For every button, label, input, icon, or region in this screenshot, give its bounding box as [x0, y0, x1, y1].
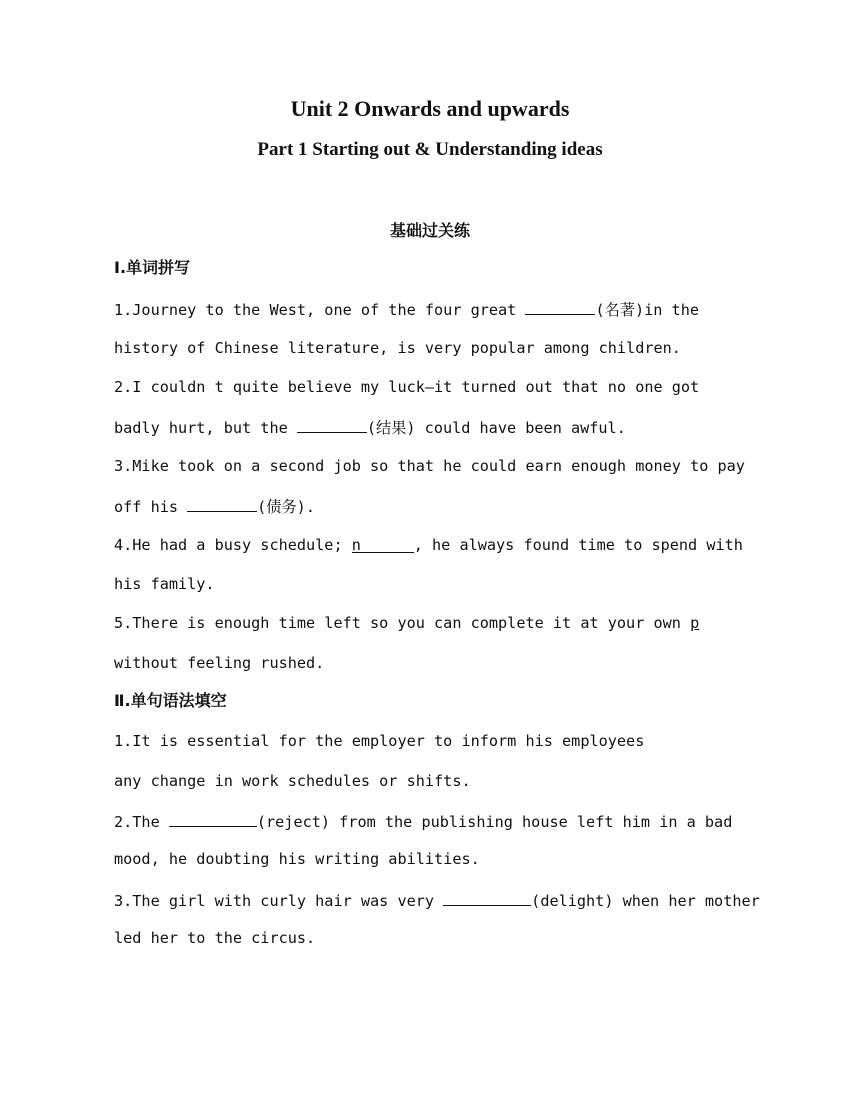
question-line: mood, he doubting his writing abilities. [114, 850, 480, 868]
question-text: off his [114, 498, 188, 516]
question-line: his family. [114, 575, 215, 593]
question-line: 2.I couldn t quite believe my luck—it turned out that no one got [114, 378, 700, 396]
question-hint: (delight) when her mother [531, 892, 760, 910]
question-line: without feeling rushed. [114, 654, 325, 672]
question-hint: (结果) could have been awful. [366, 419, 626, 437]
question-text: 1.Journey to the West, one of the four great [114, 301, 526, 319]
question-text: badly hurt, but the [114, 419, 297, 437]
question-line: led her to the circus. [114, 929, 316, 947]
question-text: 3.The girl with curly hair was very [114, 892, 444, 910]
first-letter-hint[interactable]: p [690, 614, 700, 632]
question-text: 2.The [114, 813, 169, 831]
section-heading-grammar: Ⅱ.单句语法填空 [114, 691, 227, 710]
question-hint: (债务). [257, 498, 315, 516]
question-line [114, 298, 699, 320]
question-hint: (reject) from the publishing house left him in a bad [256, 813, 733, 831]
answer-blank[interactable] [169, 810, 257, 827]
question-line [114, 810, 732, 832]
question-line: history of Chinese literature, is very popular among children. [114, 339, 681, 357]
exercise-subtitle: 基础过关练 [389, 221, 470, 240]
first-letter-hint: n [351, 536, 361, 554]
question-line [114, 889, 760, 911]
question-line: 1.It is essential for the employer to inform his employees [114, 732, 645, 750]
question-line [114, 495, 315, 517]
unit-title: Unit 2 Onwards and upwards [290, 96, 570, 121]
answer-blank[interactable] [297, 416, 367, 433]
answer-blank[interactable] [187, 495, 257, 512]
answer-blank[interactable] [443, 889, 531, 906]
question-text: 4.He had a busy schedule; [114, 536, 352, 554]
answer-blank-with-letter[interactable] [352, 535, 414, 553]
section-heading-spelling: Ⅰ.单词拼写 [114, 258, 191, 277]
question-line: 3.Mike took on a second job so that he could earn enough money to pay [114, 457, 745, 475]
question-text: , he always found time to spend with [413, 536, 743, 554]
part-title: Part 1 Starting out & Understanding ideas [257, 139, 603, 160]
question-text: 5.There is enough time left so you can complete it at your own [114, 614, 691, 632]
question-line [114, 535, 743, 555]
answer-blank[interactable] [525, 298, 595, 315]
question-hint: (名著)in the [595, 301, 699, 319]
question-line [114, 416, 626, 438]
question-line [114, 613, 699, 633]
question-line: any change in work schedules or shifts. [114, 772, 471, 790]
